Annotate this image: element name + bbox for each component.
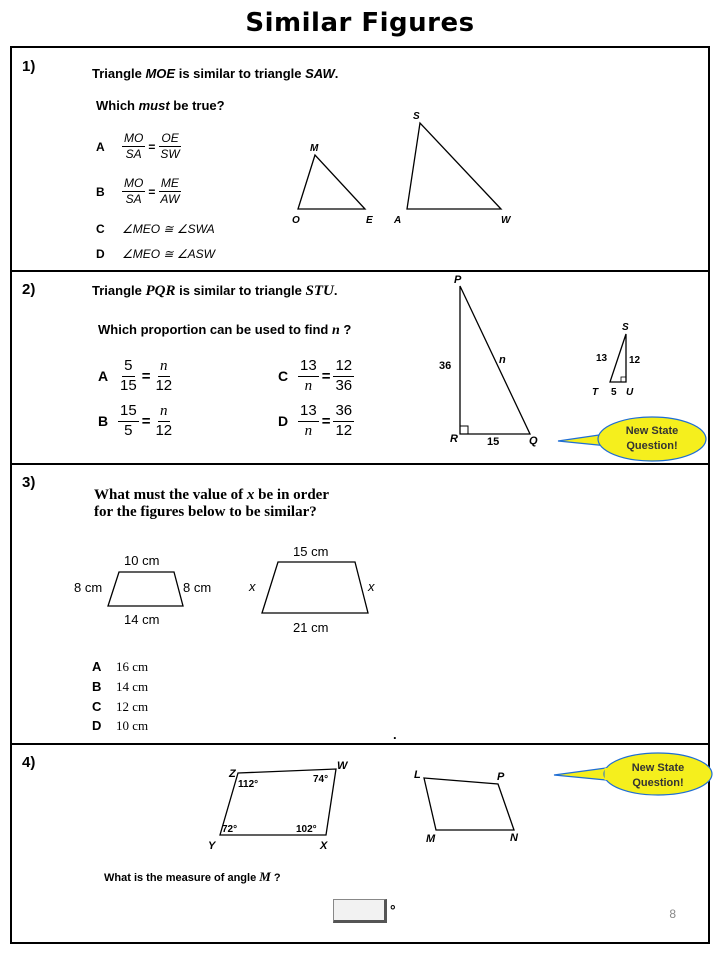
question-stem: Triangle MOE is similar to triangle SAW. xyxy=(92,66,339,81)
large-trapezoid-figure xyxy=(240,535,390,640)
page-title: Similar Figures xyxy=(245,8,475,38)
answer-choice[interactable]: D ∠MEO ≅ ∠ASW xyxy=(96,247,215,261)
angle-label: 72° xyxy=(222,824,238,835)
page-number: 8 xyxy=(669,907,676,921)
side-label: n xyxy=(499,354,506,366)
vertex-label: P xyxy=(497,771,505,783)
vertex-label: U xyxy=(626,387,634,398)
vertex-label: E xyxy=(366,215,373,226)
vertex-label: A xyxy=(394,215,402,226)
side-label: 15 xyxy=(487,436,500,448)
vertex-label: T xyxy=(592,387,599,398)
vertex-label: Q xyxy=(529,435,538,447)
side-label: 15 cm xyxy=(293,544,329,559)
side-label: 36 xyxy=(439,360,452,372)
vertex-label: W xyxy=(337,760,348,772)
vertex-label: W xyxy=(501,215,511,226)
answer-choice[interactable]: A $\frac{MO}{SA}$ = $\frac{OE}{SW}$ xyxy=(96,131,180,162)
answer-choice[interactable]: B $\frac{MO}{SA}$ = $\frac{ME}{AW}$ xyxy=(96,176,180,207)
stray-mark: . xyxy=(393,727,397,742)
question-prompt: What is the measure of angle M ? xyxy=(104,869,281,884)
vertex-label: X xyxy=(320,840,328,852)
answer-choice[interactable]: C ∠MEO ≅ ∠SWA xyxy=(96,222,215,236)
question-number: 1) xyxy=(22,58,36,75)
side-label: 10 cm xyxy=(124,553,160,568)
vertex-label: N xyxy=(510,832,518,844)
side-label: 5 xyxy=(611,387,617,398)
question-number: 2) xyxy=(22,281,36,298)
small-trapezoid-figure xyxy=(70,545,240,630)
vertex-label: S xyxy=(413,111,420,122)
triangle-moe-figure xyxy=(280,105,520,235)
question-prompt: Which must be true? xyxy=(96,98,225,113)
quadrilateral-zwxy-figure xyxy=(200,755,360,855)
vertex-label: S xyxy=(622,322,629,333)
answer-choice[interactable]: D 10 cm xyxy=(92,718,149,733)
question-prompt: Which proportion can be used to find n ? xyxy=(98,322,352,338)
triangle-stu-figure xyxy=(588,318,678,398)
vertex-label: M xyxy=(310,143,319,154)
side-label: 21 cm xyxy=(293,620,329,635)
angle-label: 112° xyxy=(238,779,259,790)
answer-choice[interactable]: C $\frac{13}{n}$ = $\frac{12}{36}$ xyxy=(278,357,353,394)
new-question-callout: New State Question! xyxy=(631,762,685,789)
degree-unit: ° xyxy=(390,902,396,918)
question-stem: What must the value of x be in order for the figures below to be similar? xyxy=(94,487,329,521)
vertex-label: R xyxy=(450,433,458,445)
section-divider xyxy=(10,270,710,272)
answer-choice[interactable]: B $\frac{15}{5}$ = $\frac{n}{12}$ xyxy=(98,402,173,439)
side-label: 14 cm xyxy=(124,612,160,627)
vertex-label: Z xyxy=(229,768,236,780)
angle-label: 74° xyxy=(313,774,329,785)
answer-choice[interactable]: B 14 cm xyxy=(92,679,149,694)
answer-choice[interactable]: A 16 cm xyxy=(92,659,149,674)
question-number: 4) xyxy=(22,754,36,771)
answer-choice[interactable]: A $\frac{5}{15}$ = $\frac{n}{12}$ xyxy=(98,357,173,394)
quadrilateral-lpnm-figure xyxy=(410,760,540,850)
vertex-label: Y xyxy=(208,840,216,852)
side-label: x xyxy=(368,579,375,594)
side-label: 13 xyxy=(596,353,608,364)
side-label: 8 cm xyxy=(74,580,103,595)
vertex-label: M xyxy=(426,833,436,845)
question-stem: Triangle PQR is similar to triangle STU. xyxy=(92,283,338,299)
side-label: 8 cm xyxy=(183,580,212,595)
vertex-label: O xyxy=(292,215,300,226)
section-divider xyxy=(10,743,710,745)
angle-label: 102° xyxy=(296,824,317,835)
answer-choice[interactable]: C 12 cm xyxy=(92,699,149,714)
question-number: 3) xyxy=(22,474,36,491)
answer-choice[interactable]: D $\frac{13}{n}$ = $\frac{36}{12}$ xyxy=(278,402,353,439)
answer-input[interactable] xyxy=(333,899,387,923)
vertex-label: P xyxy=(454,274,462,286)
new-question-callout: New State Question! xyxy=(625,425,679,452)
side-label: x xyxy=(249,579,256,594)
vertex-label: L xyxy=(414,769,421,781)
side-label: 12 xyxy=(629,355,641,366)
